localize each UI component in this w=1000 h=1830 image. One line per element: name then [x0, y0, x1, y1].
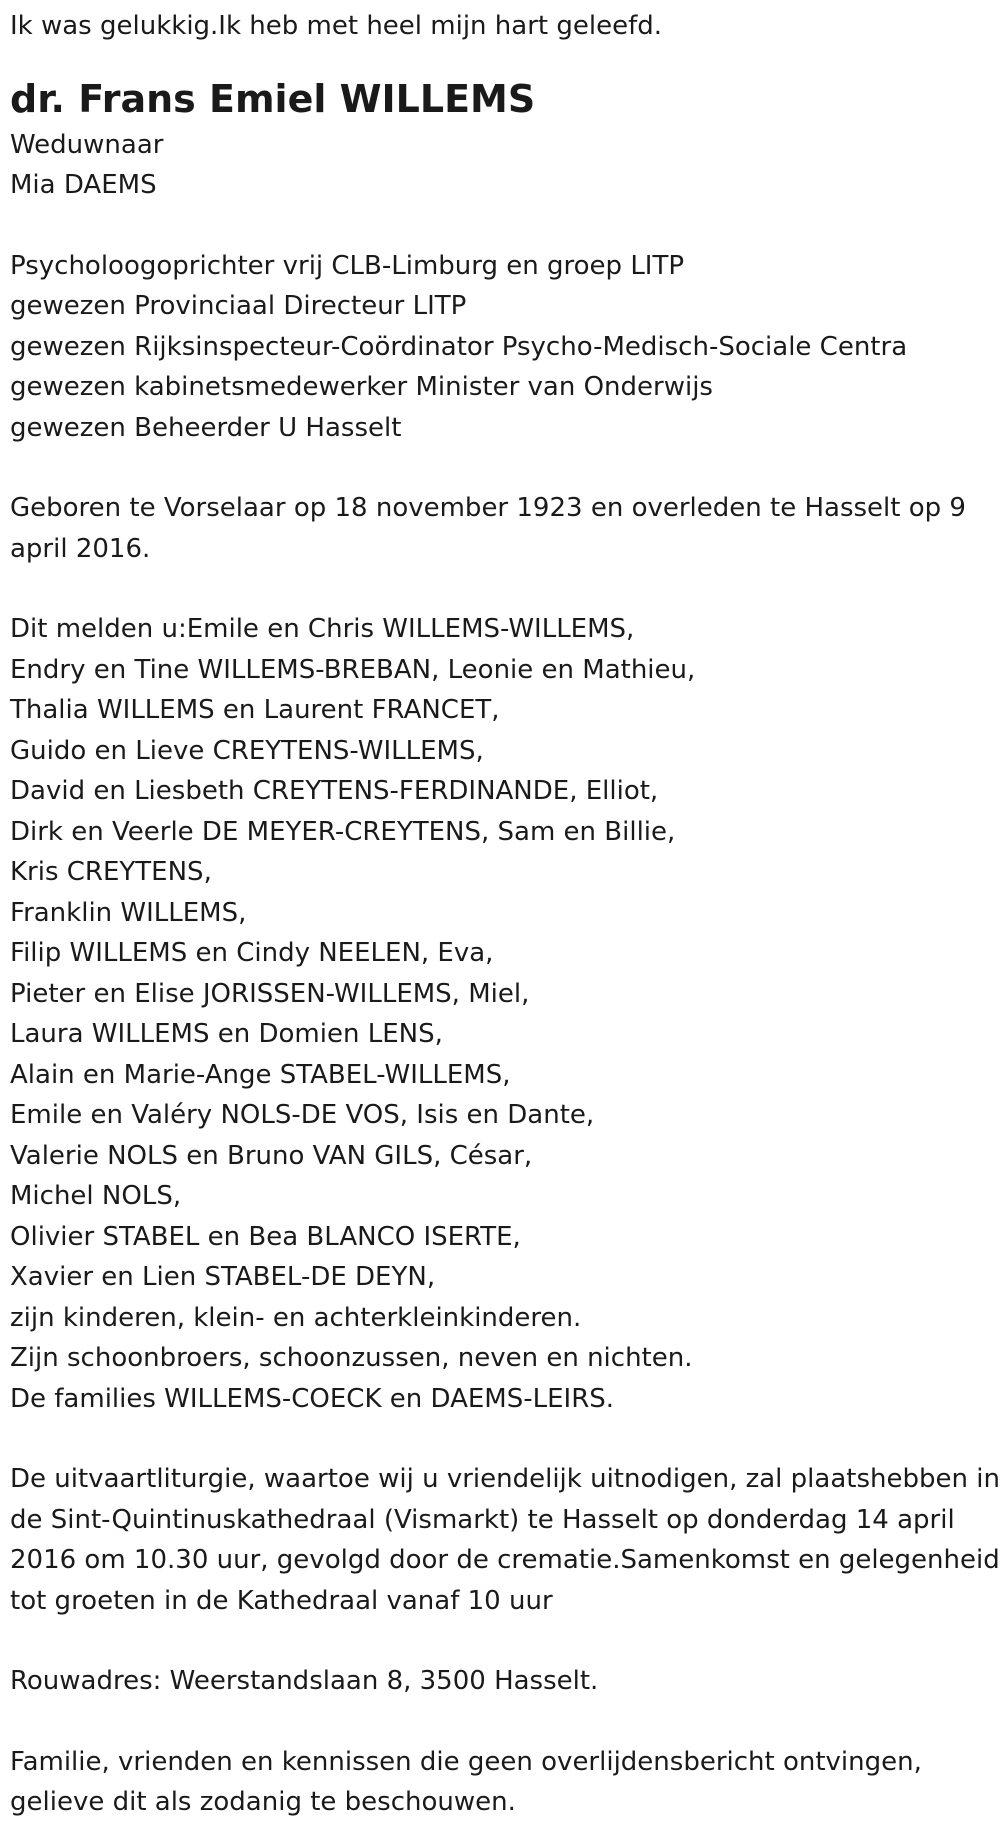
spouse-section [10, 125, 990, 206]
family-line: Guido en Lieve CREYTENS-WILLEMS, [10, 735, 484, 766]
family-line: Emile en Valéry NOLS-DE VOS, Isis en Dante, [10, 1100, 595, 1130]
family-line: Valerie NOLS en Bruno VAN GILS, César, [10, 1140, 533, 1171]
family-line: Olivier STABEL en Bea BLANCO ISERTE, [10, 1221, 521, 1252]
family-line: Dirk en Veerle DE MEYER-CREYTENS, Sam en Billie, [10, 816, 676, 847]
spouse-line: Weduwnaar [10, 129, 164, 160]
family-line: Laura WILLEMS en Domien LENS, [10, 1019, 443, 1049]
spouse-line: Mia DAEMS [10, 170, 157, 200]
career-line: gewezen Provinciaal Directeur LITP [10, 291, 467, 321]
spacer [10, 1621, 990, 1661]
motto: Ik was gelukkig.Ik heb met heel mijn hart geleefd. [10, 11, 662, 41]
family-line: Franklin WILLEMS, [10, 897, 247, 928]
spacer [10, 206, 990, 246]
spacer [10, 448, 990, 488]
family-line: David en Liesbeth CREYTENS-FERDINANDE, Elliot, [10, 776, 659, 806]
family-line: Dit melden u:Emile en Chris WILLEMS-WILLEMS, [10, 614, 635, 644]
family-line: Kris CREYTENS, [10, 857, 212, 887]
family-line: Endry en Tine WILLEMS-BREBAN, Leonie en Mathieu, [10, 654, 696, 685]
career-line: gewezen Beheerder U Hasselt [10, 412, 402, 443]
family-line: Pieter en Elise JORISSEN-WILLEMS, Miel, [10, 978, 530, 1009]
career-section [10, 246, 990, 449]
family-line: Alain en Marie-Ange STABEL-WILLEMS, [10, 1059, 511, 1090]
funeral-paragraph: De uitvaartliturgie, waartoe wij u vriendelijk uitnodigen, zal plaatshebben in de Sint-Quintinuskathedraal (Vismarkt) te Hasselt op donderdag 14 april 2016 om 10.30 uur, gevolgd door de crematie.Samenkomst en gelegenheid tot groeten in de Kathedraal vanaf 10 uur [10, 1464, 1000, 1616]
family-line: Xavier en Lien STABEL-DE DEYN, [10, 1262, 436, 1292]
career-line: gewezen kabinetsmedewerker Minister van Onderwijs [10, 372, 713, 402]
family-line: Filip WILLEMS en Cindy NEELEN, Eva, [10, 938, 494, 968]
family-line: De families WILLEMS-COECK en DAEMS-LEIRS. [10, 1383, 615, 1414]
career-line: gewezen Rijksinspecteur-Coördinator Psycho-Medisch-Sociale Centra [10, 331, 908, 362]
family-line: Thalia WILLEMS en Laurent FRANCET, [10, 695, 500, 725]
family-section [10, 609, 990, 1419]
spacer [10, 1419, 990, 1459]
spacer [10, 569, 990, 609]
deceased-name: dr. Frans Emiel WILLEMS [10, 76, 536, 121]
address-line: Rouwadres: Weerstandslaan 8, 3500 Hasselt. [10, 1666, 599, 1696]
family-line: Michel NOLS, [10, 1181, 182, 1211]
career-line: Psycholoogoprichter vrij CLB-Limburg en groep LITP [10, 250, 685, 281]
birth-death-paragraph: Geboren te Vorselaar op 18 november 1923 en overleden te Hasselt op 9 april 2016. [10, 493, 966, 564]
spacer [10, 1702, 990, 1742]
family-line: Zijn schoonbroers, schoonzussen, neven en nichten. [10, 1343, 693, 1373]
closing-paragraph: Familie, vrienden en kennissen die geen overlijdensbericht ontvingen, gelieve dit als zodanig te beschouwen. [10, 1746, 922, 1817]
family-line: zijn kinderen, klein- en achterkleinkinderen. [10, 1302, 582, 1333]
